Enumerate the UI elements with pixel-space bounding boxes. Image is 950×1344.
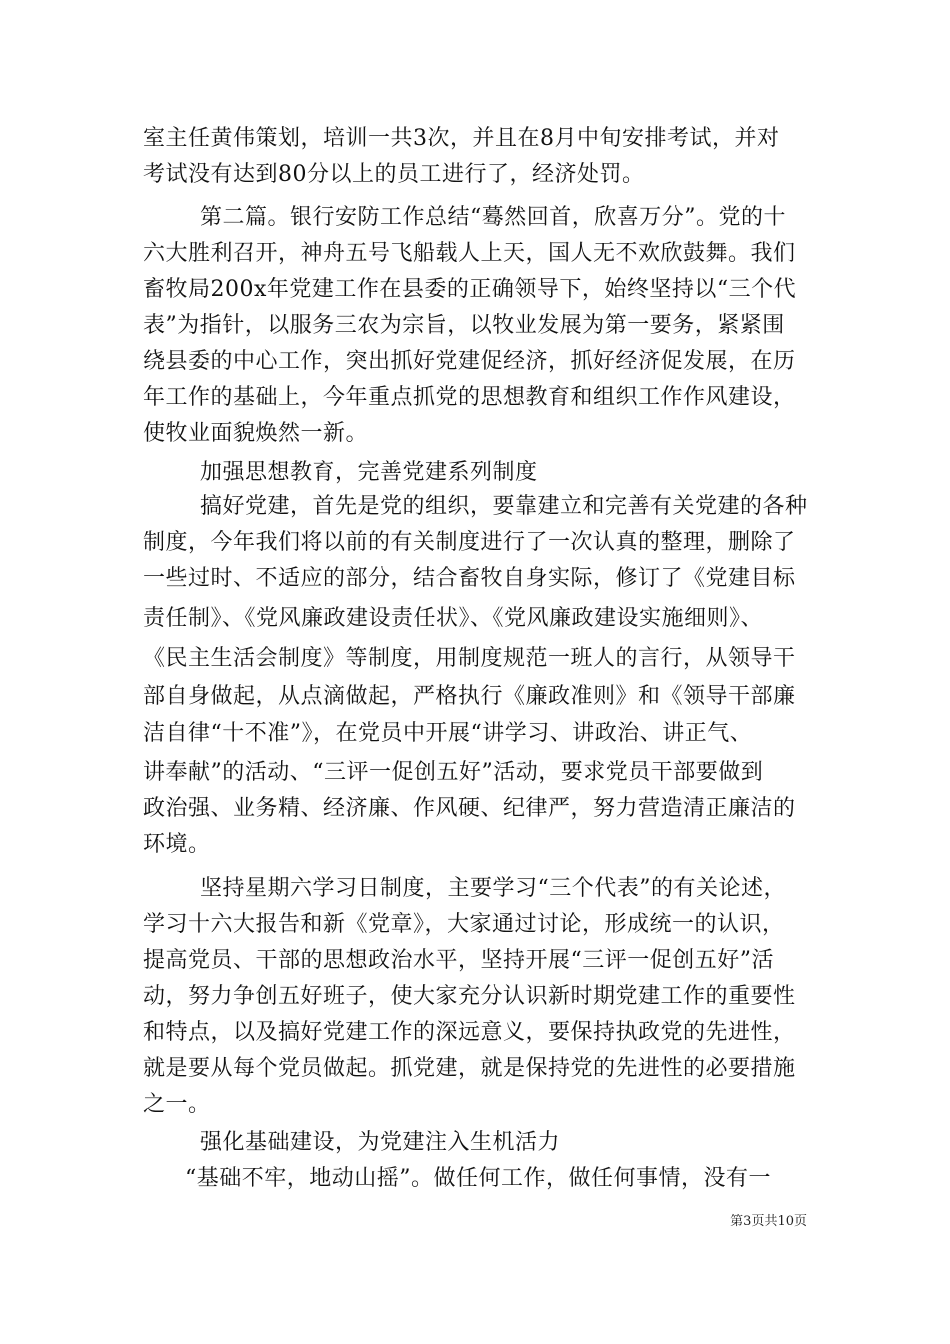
section-heading: 加强思想教育，完善党建系列制度 [200, 460, 538, 485]
page-indicator: 第3页共10页 [730, 1214, 807, 1229]
text-line: 提高党员、干部的思想政治水平，坚持开展“三评一促创五好”活 [143, 948, 774, 973]
text-line: 绕县委的中心工作，突出抓好党建促经济，抓好经济促发展，在历 [143, 349, 796, 374]
text-line: 搞好党建，首先是党的组织，要靠建立和完善有关党建的各种 [200, 494, 808, 519]
text-line: 《民主生活会制度》等制度，用制度规范一班人的言行，从领导干 [143, 646, 796, 671]
text-line: 考试没有达到80分以上的员工进行了，经济处罚。 [143, 162, 645, 187]
text-line: 和特点，以及搞好党建工作的深远意义，要保持执政党的先进性， [143, 1020, 796, 1045]
text-line: 六大胜利召开，神舟五号飞船载人上天，国人无不欢欣鼓舞。我们 [143, 241, 796, 266]
text-line: 之一。 [143, 1092, 211, 1117]
text-line: 讲奉献”的活动、“三评一促创五好”活动，要求党员干部要做到 [143, 760, 764, 785]
text-line: 洁自律“十不准”》，在党员中开展“讲学习、讲政治、讲正气、 [143, 721, 753, 746]
text-line: 责任制》、《党风廉政建设责任状》、《党风廉政建设实施细则》、 [143, 606, 764, 631]
text-line: 第二篇。银行安防工作总结“蓦然回首，欣喜万分”。党的十 [200, 205, 786, 230]
section-heading: 强化基础建设，为党建注入生机活力 [200, 1130, 561, 1155]
text-line: 学习十六大报告和新《党章》，大家通过讨论，形成统一的认识， [143, 912, 785, 937]
text-line: 畜牧局200x年党建工作在县委的正确领导下，始终坚持以“三个代 [143, 277, 797, 302]
text-line: 使牧业面貌焕然一新。 [143, 421, 369, 446]
text-line: 年工作的基础上，今年重点抓党的思想教育和组织工作作风建设， [143, 385, 796, 410]
text-line: “基础不牢，地动山摇”。做任何工作，做任何事情，没有一 [185, 1166, 771, 1191]
text-line: 政治强、业务精、经济廉、作风硬、纪律严，努力营造清正廉洁的 [143, 796, 796, 821]
text-line: 环境。 [143, 832, 211, 857]
text-line: 表”为指针，以服务三农为宗旨，以牧业发展为第一要务，紧紧围 [143, 313, 785, 338]
text-line: 部自身做起，从点滴做起，严格执行《廉政准则》和《领导干部廉 [143, 684, 796, 709]
text-line: 动，努力争创五好班子，使大家充分认识新时期党建工作的重要性 [143, 984, 796, 1009]
text-line: 就是要从每个党员做起。抓党建，就是保持党的先进性的必要措施 [143, 1056, 796, 1081]
text-line: 坚持星期六学习日制度，主要学习“三个代表”的有关论述， [200, 876, 786, 901]
text-line: 制度，今年我们将以前的有关制度进行了一次认真的整理，删除了 [143, 530, 796, 555]
text-line: 一些过时、不适应的部分，结合畜牧自身实际，修订了《党建目标 [143, 566, 796, 591]
text-line: 室主任黄伟策划，培训一共3次，并且在8月中旬安排考试，并对 [143, 126, 780, 151]
